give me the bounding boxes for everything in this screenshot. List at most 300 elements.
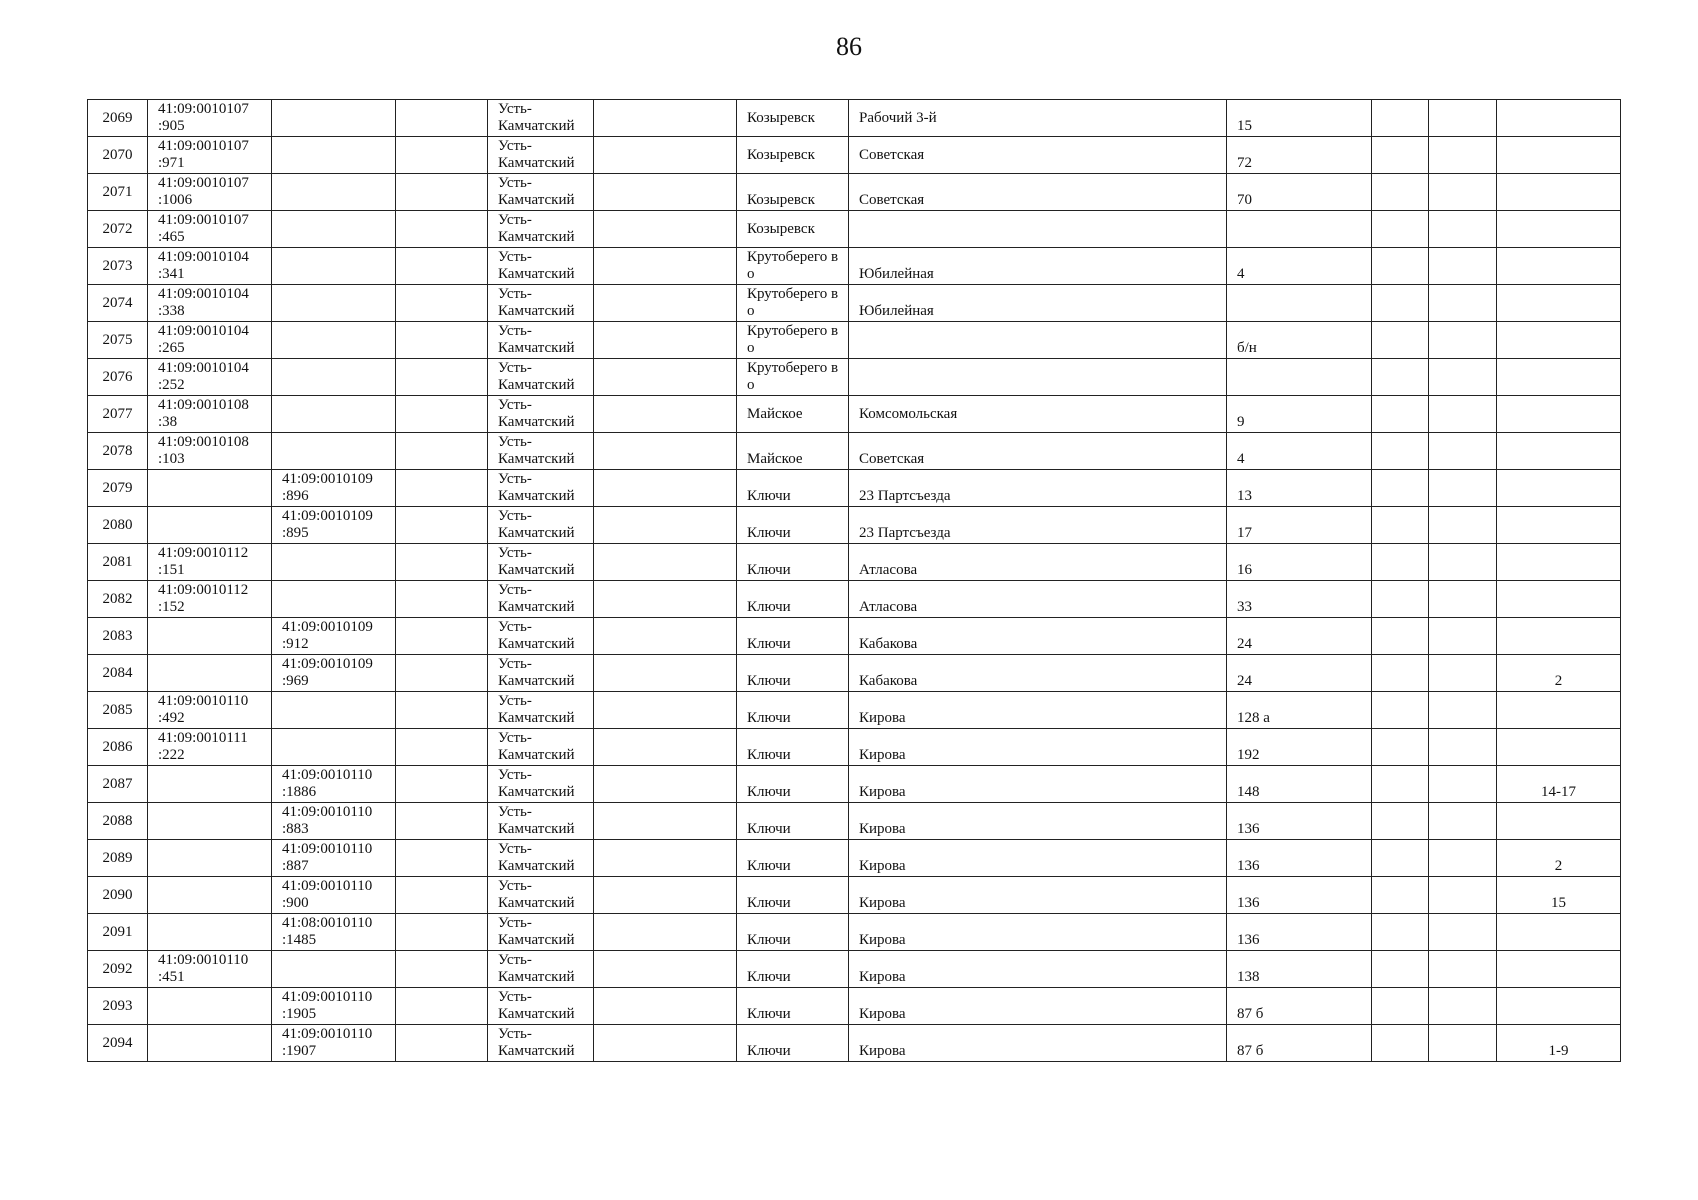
- table-row: [88, 211, 1621, 248]
- locality-cell: Ключи: [737, 729, 849, 766]
- district-cell-line: Усть-: [498, 101, 532, 117]
- house-number-cell: 136: [1227, 840, 1372, 877]
- cadastral-number-1-line: :265: [158, 340, 185, 356]
- street-cell: Атласова: [849, 544, 1227, 581]
- cell-col11: [1429, 951, 1497, 988]
- cell-col4: [396, 433, 488, 470]
- cadastral-number-2-line: :1905: [282, 1006, 317, 1022]
- cadastral-number-1-line: :341: [158, 266, 185, 282]
- row-number: 2069: [88, 100, 148, 137]
- table-row: [88, 877, 1621, 914]
- cadastral-number-1-line: 41:09:0010107: [158, 212, 249, 228]
- cell-col4: [396, 951, 488, 988]
- district-cell-line: Камчатский: [498, 1043, 575, 1059]
- cadastral-number-2: [272, 618, 396, 655]
- house-number-cell: 24: [1227, 655, 1372, 692]
- district-cell-line: Усть-: [498, 730, 532, 746]
- apartment-cell: [1497, 692, 1621, 729]
- apartment-cell: [1497, 174, 1621, 211]
- district-cell-line: Усть-: [498, 138, 532, 154]
- apartment-cell: [1497, 729, 1621, 766]
- table-row: [88, 803, 1621, 840]
- cadastral-number-2: [272, 322, 396, 359]
- locality-cell: Крутоберего во: [737, 359, 849, 396]
- house-number-cell: 17: [1227, 507, 1372, 544]
- cadastral-number-1-line: 41:09:0010108: [158, 397, 249, 413]
- district-cell-line: Усть-: [498, 878, 532, 894]
- street-cell: [849, 211, 1227, 248]
- district-cell: [488, 914, 594, 951]
- cadastral-number-1: [148, 1025, 272, 1062]
- cadastral-number-2-line: :1907: [282, 1043, 317, 1059]
- cadastral-number-1-line: 41:09:0010104: [158, 360, 249, 376]
- district-cell-line: Усть-: [498, 434, 532, 450]
- cadastral-number-2-line: :896: [282, 488, 309, 504]
- cell-col11: [1429, 396, 1497, 433]
- district-cell-line: Камчатский: [498, 932, 575, 948]
- house-number-cell: 4: [1227, 248, 1372, 285]
- table-row: [88, 766, 1621, 803]
- locality-cell: Ключи: [737, 803, 849, 840]
- cadastral-number-1-line: 41:09:0010107: [158, 138, 249, 154]
- cell-col4: [396, 470, 488, 507]
- apartment-cell: [1497, 211, 1621, 248]
- cell-col6: [594, 248, 737, 285]
- locality-cell: Ключи: [737, 877, 849, 914]
- cell-col10: [1372, 729, 1429, 766]
- apartment-cell: [1497, 988, 1621, 1025]
- cell-col10: [1372, 692, 1429, 729]
- cadastral-number-2-line: 41:09:0010109: [282, 656, 373, 672]
- street-cell: Кирова: [849, 803, 1227, 840]
- cadastral-number-1-line: :222: [158, 747, 185, 763]
- cell-col11: [1429, 729, 1497, 766]
- cell-col11: [1429, 211, 1497, 248]
- district-cell-line: Камчатский: [498, 340, 575, 356]
- district-cell: [488, 951, 594, 988]
- cell-col11: [1429, 988, 1497, 1025]
- cell-col6: [594, 618, 737, 655]
- district-cell-line: Усть-: [498, 619, 532, 635]
- cell-col4: [396, 137, 488, 174]
- district-cell: [488, 396, 594, 433]
- cadastral-number-1: [148, 988, 272, 1025]
- district-cell-line: Камчатский: [498, 118, 575, 134]
- district-cell: [488, 248, 594, 285]
- cadastral-number-1: [148, 544, 272, 581]
- row-number: 2092: [88, 951, 148, 988]
- locality-cell: Ключи: [737, 470, 849, 507]
- cell-col4: [396, 248, 488, 285]
- page-number: 86: [836, 32, 862, 61]
- table-row: [88, 618, 1621, 655]
- apartment-cell: [1497, 914, 1621, 951]
- district-cell-line: Камчатский: [498, 784, 575, 800]
- district-cell-line: Камчатский: [498, 488, 575, 504]
- cell-col11: [1429, 100, 1497, 137]
- registry-body: [88, 100, 1621, 1062]
- table-row: [88, 396, 1621, 433]
- cell-col11: [1429, 840, 1497, 877]
- row-number: 2081: [88, 544, 148, 581]
- table-row: [88, 359, 1621, 396]
- cadastral-number-2-line: :912: [282, 636, 309, 652]
- apartment-cell: [1497, 470, 1621, 507]
- cell-col6: [594, 470, 737, 507]
- street-cell: [849, 322, 1227, 359]
- street-cell: Атласова: [849, 581, 1227, 618]
- district-cell: [488, 137, 594, 174]
- district-cell-line: Усть-: [498, 841, 532, 857]
- apartment-cell: [1497, 618, 1621, 655]
- street-cell: Комсомольская: [849, 396, 1227, 433]
- cell-col4: [396, 877, 488, 914]
- cell-col10: [1372, 655, 1429, 692]
- cell-col6: [594, 877, 737, 914]
- house-number-cell: 148: [1227, 766, 1372, 803]
- cell-col6: [594, 137, 737, 174]
- row-number: 2094: [88, 1025, 148, 1062]
- cadastral-number-2: [272, 433, 396, 470]
- house-number-cell: 128 а: [1227, 692, 1372, 729]
- table-row: [88, 137, 1621, 174]
- district-cell-line: Камчатский: [498, 969, 575, 985]
- cadastral-number-1: [148, 359, 272, 396]
- district-cell: [488, 692, 594, 729]
- cadastral-number-1-line: :465: [158, 229, 185, 245]
- cadastral-number-1: [148, 877, 272, 914]
- district-cell: [488, 285, 594, 322]
- cell-col10: [1372, 951, 1429, 988]
- cell-col6: [594, 507, 737, 544]
- apartment-cell: 15: [1497, 877, 1621, 914]
- street-cell: Кабакова: [849, 618, 1227, 655]
- cadastral-number-1: [148, 914, 272, 951]
- district-cell: [488, 322, 594, 359]
- district-cell-line: Усть-: [498, 249, 532, 265]
- district-cell-line: Камчатский: [498, 525, 575, 541]
- cell-col10: [1372, 137, 1429, 174]
- apartment-cell: 1-9: [1497, 1025, 1621, 1062]
- cell-col6: [594, 951, 737, 988]
- cell-col6: [594, 914, 737, 951]
- cell-col4: [396, 359, 488, 396]
- cell-col4: [396, 1025, 488, 1062]
- street-cell: Советская: [849, 433, 1227, 470]
- cell-col11: [1429, 914, 1497, 951]
- cell-col11: [1429, 507, 1497, 544]
- locality-cell: Ключи: [737, 1025, 849, 1062]
- street-cell: Кирова: [849, 840, 1227, 877]
- district-cell: [488, 803, 594, 840]
- cadastral-number-1: [148, 137, 272, 174]
- table-row: [88, 840, 1621, 877]
- cell-col11: [1429, 618, 1497, 655]
- row-number: 2089: [88, 840, 148, 877]
- cell-col10: [1372, 766, 1429, 803]
- apartment-cell: [1497, 507, 1621, 544]
- row-number: 2084: [88, 655, 148, 692]
- street-cell: Юбилейная: [849, 285, 1227, 322]
- district-cell-line: Камчатский: [498, 895, 575, 911]
- cell-col10: [1372, 544, 1429, 581]
- cadastral-number-1-line: :905: [158, 118, 185, 134]
- district-cell-line: Усть-: [498, 989, 532, 1005]
- cell-col10: [1372, 211, 1429, 248]
- cadastral-number-2-line: 41:09:0010110: [282, 1026, 373, 1042]
- cadastral-number-2-line: :895: [282, 525, 309, 541]
- cadastral-number-2-line: 41:09:0010109: [282, 508, 373, 524]
- cell-col11: [1429, 1025, 1497, 1062]
- district-cell: [488, 174, 594, 211]
- cadastral-number-1-line: 41:09:0010110: [158, 693, 249, 709]
- district-cell-line: Усть-: [498, 545, 532, 561]
- cell-col11: [1429, 692, 1497, 729]
- registry-table: [87, 99, 1621, 1062]
- cell-col6: [594, 729, 737, 766]
- cell-col4: [396, 322, 488, 359]
- cadastral-number-2: [272, 100, 396, 137]
- district-cell-line: Усть-: [498, 286, 532, 302]
- street-cell: [849, 359, 1227, 396]
- cadastral-number-1: [148, 100, 272, 137]
- cadastral-number-2: [272, 285, 396, 322]
- table-row: [88, 655, 1621, 692]
- locality-cell: Ключи: [737, 544, 849, 581]
- cell-col6: [594, 803, 737, 840]
- row-number: 2078: [88, 433, 148, 470]
- house-number-cell: б/н: [1227, 322, 1372, 359]
- street-cell: Кирова: [849, 914, 1227, 951]
- cadastral-number-1: [148, 581, 272, 618]
- locality-cell: Крутоберего во: [737, 285, 849, 322]
- cadastral-number-2: [272, 692, 396, 729]
- cadastral-number-1: [148, 507, 272, 544]
- district-cell-line: Камчатский: [498, 636, 575, 652]
- district-cell-line: Усть-: [498, 323, 532, 339]
- cadastral-number-2: [272, 359, 396, 396]
- district-cell-line: Усть-: [498, 656, 532, 672]
- street-cell: Кирова: [849, 1025, 1227, 1062]
- cadastral-number-1-line: 41:09:0010112: [158, 545, 249, 561]
- district-cell-line: Камчатский: [498, 377, 575, 393]
- house-number-cell: 13: [1227, 470, 1372, 507]
- locality-cell: Ключи: [737, 988, 849, 1025]
- cadastral-number-2: [272, 544, 396, 581]
- cell-col6: [594, 544, 737, 581]
- district-cell-line: Камчатский: [498, 414, 575, 430]
- cadastral-number-1: [148, 766, 272, 803]
- cadastral-number-2-line: :887: [282, 858, 309, 874]
- table-row: [88, 322, 1621, 359]
- house-number-cell: 15: [1227, 100, 1372, 137]
- cadastral-number-2: [272, 803, 396, 840]
- row-number: 2085: [88, 692, 148, 729]
- street-cell: Советская: [849, 174, 1227, 211]
- row-number: 2071: [88, 174, 148, 211]
- cadastral-number-1: [148, 211, 272, 248]
- cadastral-number-1-line: 41:09:0010111: [158, 730, 248, 746]
- apartment-cell: [1497, 803, 1621, 840]
- district-cell-line: Камчатский: [498, 673, 575, 689]
- cell-col4: [396, 174, 488, 211]
- street-cell: Кирова: [849, 877, 1227, 914]
- cell-col6: [594, 433, 737, 470]
- row-number: 2072: [88, 211, 148, 248]
- district-cell: [488, 211, 594, 248]
- cell-col6: [594, 988, 737, 1025]
- cell-col11: [1429, 433, 1497, 470]
- cadastral-number-1-line: :151: [158, 562, 185, 578]
- district-cell: [488, 766, 594, 803]
- cell-col11: [1429, 174, 1497, 211]
- table-row: [88, 544, 1621, 581]
- cadastral-number-2-line: :900: [282, 895, 309, 911]
- cadastral-number-1-line: 41:09:0010107: [158, 101, 249, 117]
- table-row: [88, 729, 1621, 766]
- cadastral-number-1: [148, 803, 272, 840]
- cadastral-number-1-line: 41:09:0010112: [158, 582, 249, 598]
- cadastral-number-1: [148, 840, 272, 877]
- cadastral-number-1: [148, 248, 272, 285]
- cadastral-number-2-line: 41:09:0010109: [282, 619, 373, 635]
- cadastral-number-1: [148, 174, 272, 211]
- cadastral-number-1-line: :451: [158, 969, 185, 985]
- cell-col11: [1429, 581, 1497, 618]
- cadastral-number-2: [272, 914, 396, 951]
- cell-col6: [594, 692, 737, 729]
- locality-cell: Майское: [737, 396, 849, 433]
- cell-col4: [396, 803, 488, 840]
- cell-col4: [396, 211, 488, 248]
- house-number-cell: 24: [1227, 618, 1372, 655]
- cell-col6: [594, 581, 737, 618]
- cadastral-number-1: [148, 729, 272, 766]
- cadastral-number-2: [272, 174, 396, 211]
- apartment-cell: 2: [1497, 655, 1621, 692]
- cadastral-number-1-line: :492: [158, 710, 185, 726]
- cell-col4: [396, 507, 488, 544]
- district-cell-line: Усть-: [498, 471, 532, 487]
- cell-col11: [1429, 544, 1497, 581]
- cadastral-number-2: [272, 840, 396, 877]
- district-cell-line: Усть-: [498, 693, 532, 709]
- table-row: [88, 692, 1621, 729]
- cell-col4: [396, 581, 488, 618]
- locality-cell: Козыревск: [737, 137, 849, 174]
- locality-cell: Козыревск: [737, 100, 849, 137]
- locality-cell: Ключи: [737, 914, 849, 951]
- house-number-cell: 4: [1227, 433, 1372, 470]
- cell-col10: [1372, 433, 1429, 470]
- table-row: [88, 988, 1621, 1025]
- cadastral-number-1-line: :252: [158, 377, 185, 393]
- street-cell: Кирова: [849, 692, 1227, 729]
- cadastral-number-2: [272, 655, 396, 692]
- cadastral-number-2-line: :883: [282, 821, 309, 837]
- district-cell-line: Камчатский: [498, 858, 575, 874]
- apartment-cell: [1497, 359, 1621, 396]
- cadastral-number-2-line: :1485: [282, 932, 317, 948]
- row-number: 2077: [88, 396, 148, 433]
- district-cell: [488, 507, 594, 544]
- cell-col4: [396, 988, 488, 1025]
- cadastral-number-2: [272, 507, 396, 544]
- cell-col11: [1429, 248, 1497, 285]
- house-number-cell: [1227, 211, 1372, 248]
- cell-col6: [594, 396, 737, 433]
- table-row: [88, 951, 1621, 988]
- locality-cell: Ключи: [737, 692, 849, 729]
- table-row: [88, 914, 1621, 951]
- district-cell: [488, 988, 594, 1025]
- cadastral-number-2-line: :969: [282, 673, 309, 689]
- cell-col6: [594, 655, 737, 692]
- district-cell: [488, 581, 594, 618]
- cadastral-number-1: [148, 655, 272, 692]
- district-cell-line: Усть-: [498, 804, 532, 820]
- cadastral-number-1: [148, 433, 272, 470]
- district-cell: [488, 840, 594, 877]
- cell-col11: [1429, 359, 1497, 396]
- cell-col11: [1429, 877, 1497, 914]
- cadastral-number-1-line: 41:09:0010108: [158, 434, 249, 450]
- table-row: [88, 581, 1621, 618]
- district-cell-line: Усть-: [498, 175, 532, 191]
- cell-col10: [1372, 396, 1429, 433]
- locality-cell: Ключи: [737, 655, 849, 692]
- apartment-cell: [1497, 248, 1621, 285]
- cell-col10: [1372, 174, 1429, 211]
- table-row: [88, 470, 1621, 507]
- apartment-cell: [1497, 544, 1621, 581]
- district-cell: [488, 359, 594, 396]
- cell-col6: [594, 1025, 737, 1062]
- district-cell-line: Камчатский: [498, 747, 575, 763]
- locality-cell: Ключи: [737, 618, 849, 655]
- district-cell-line: Усть-: [498, 360, 532, 376]
- district-cell-line: Камчатский: [498, 821, 575, 837]
- cell-col6: [594, 285, 737, 322]
- apartment-cell: [1497, 100, 1621, 137]
- cadastral-number-2-line: 41:09:0010110: [282, 841, 373, 857]
- locality-cell: Ключи: [737, 840, 849, 877]
- cell-col10: [1372, 1025, 1429, 1062]
- house-number-cell: [1227, 359, 1372, 396]
- street-cell: Кабакова: [849, 655, 1227, 692]
- street-cell: Кирова: [849, 766, 1227, 803]
- district-cell-line: Усть-: [498, 952, 532, 968]
- cell-col11: [1429, 322, 1497, 359]
- cell-col4: [396, 766, 488, 803]
- district-cell-line: Усть-: [498, 508, 532, 524]
- house-number-cell: 72: [1227, 137, 1372, 174]
- district-cell-line: Усть-: [498, 397, 532, 413]
- cadastral-number-1-line: 41:09:0010110: [158, 952, 249, 968]
- street-cell: 23 Партсъезда: [849, 470, 1227, 507]
- cadastral-number-1: [148, 396, 272, 433]
- cell-col10: [1372, 248, 1429, 285]
- row-number: 2088: [88, 803, 148, 840]
- cell-col6: [594, 174, 737, 211]
- cadastral-number-1-line: :103: [158, 451, 185, 467]
- row-number: 2090: [88, 877, 148, 914]
- cadastral-number-2-line: 41:09:0010110: [282, 767, 373, 783]
- district-cell-line: Усть-: [498, 915, 532, 931]
- cell-col4: [396, 914, 488, 951]
- table-row: [88, 174, 1621, 211]
- district-cell-line: Усть-: [498, 767, 532, 783]
